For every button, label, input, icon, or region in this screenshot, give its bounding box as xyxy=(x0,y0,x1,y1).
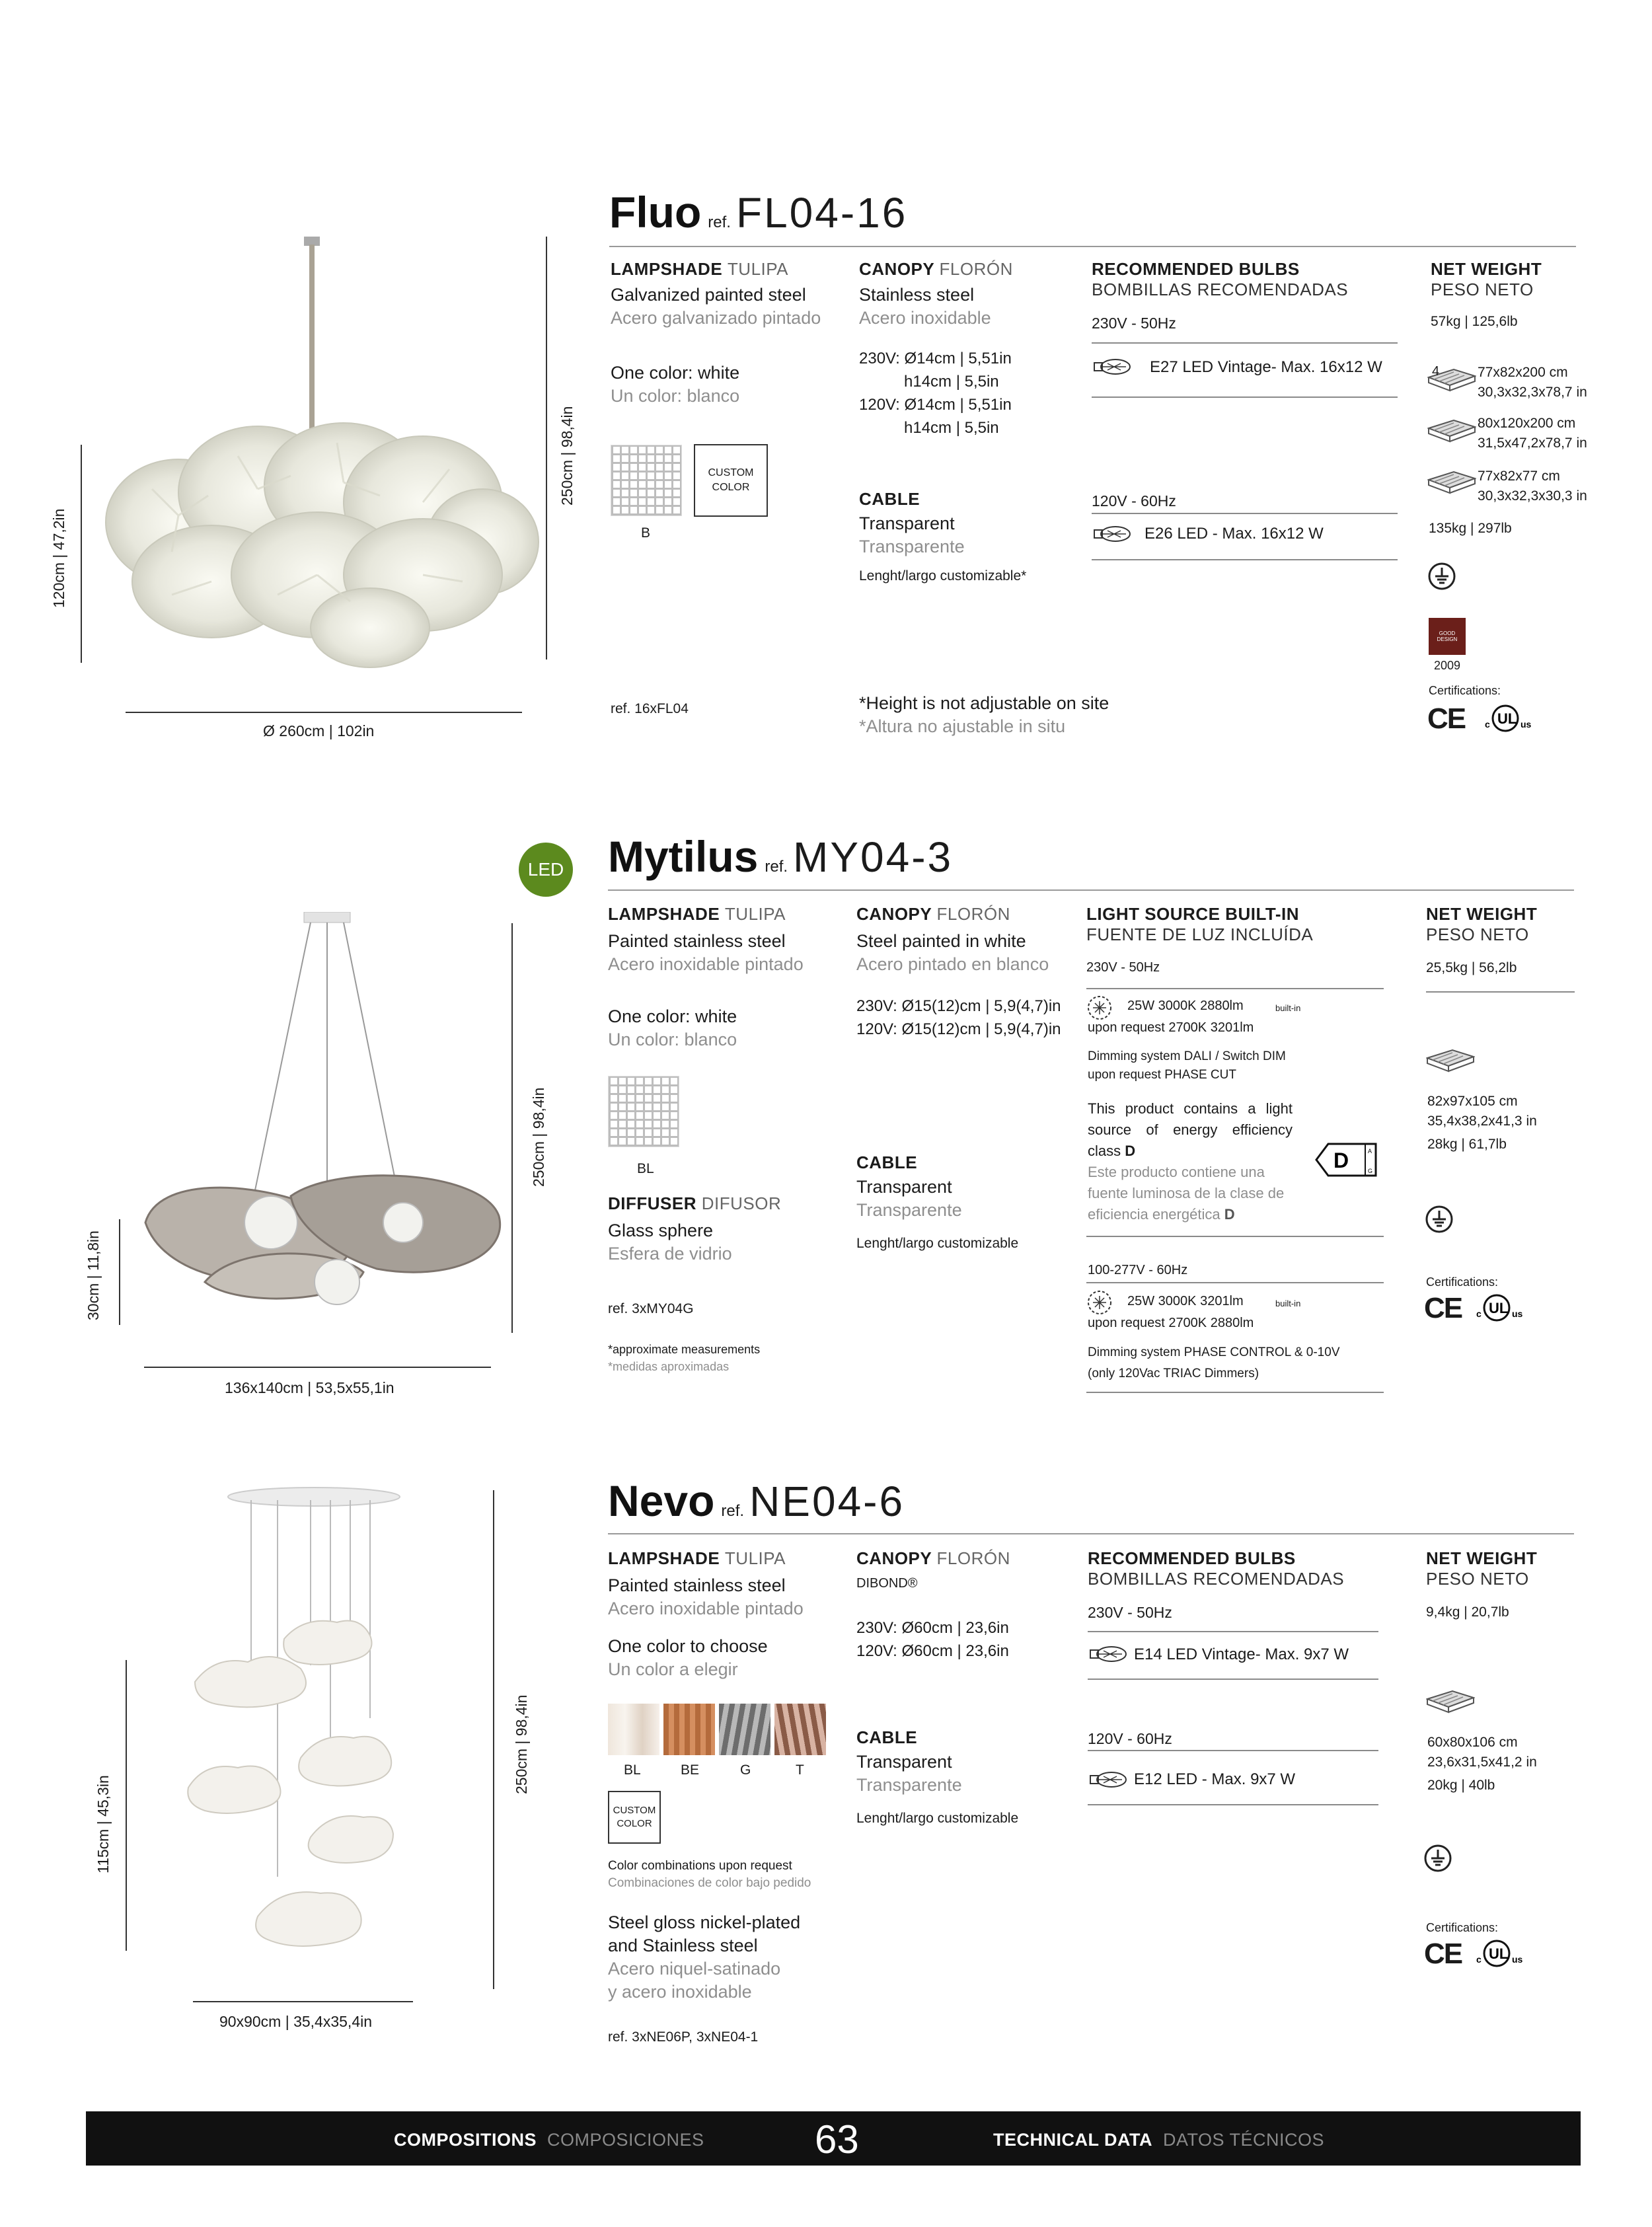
canopy-section xyxy=(856,1548,1010,1663)
dimming-230-request: upon request PHASE CUT xyxy=(1088,1068,1236,1082)
diffuser-section xyxy=(608,1193,781,1265)
net-weight: 57kg | 125,6lb xyxy=(1431,314,1518,329)
cable-value: Transparent xyxy=(859,513,955,533)
diameter-dimension-line xyxy=(126,712,522,713)
energy-label-icon xyxy=(1315,1141,1380,1178)
lampshade-section xyxy=(608,904,804,1051)
light-source-section xyxy=(1086,904,1313,975)
bulbs-voltage-230: 230V - 50Hz xyxy=(1088,1604,1172,1621)
height-dimension-line xyxy=(126,1660,127,1951)
lampshade-color-es: Un color a elegir xyxy=(608,1659,738,1679)
earth-icon xyxy=(1423,1844,1452,1873)
bulbs-rule xyxy=(1092,342,1398,344)
title-rule xyxy=(608,1533,1574,1534)
steel-line-es-1: Acero niquel-satinado xyxy=(608,1959,781,1979)
bulbs-section xyxy=(1092,259,1348,333)
cable-section xyxy=(856,1727,1018,1829)
total-height-dimension-line xyxy=(511,923,513,1333)
swatch-label: BL xyxy=(637,1161,654,1176)
title-rule xyxy=(609,246,1576,247)
bulbs-title: RECOMMENDED BULBS xyxy=(1092,259,1300,279)
bulbs-rule xyxy=(1092,396,1398,398)
lampshade-color: One color: white xyxy=(608,1006,737,1026)
steel-line-2: and Stainless steel xyxy=(608,1936,758,1955)
svg-text:c: c xyxy=(1476,1308,1482,1319)
energy-text xyxy=(1088,1098,1293,1162)
bulbs-rule xyxy=(1088,1804,1378,1805)
canopy-title: CANOPY xyxy=(856,904,932,924)
bulb-230: E14 LED Vintage- Max. 9x7 W xyxy=(1134,1645,1349,1663)
swatch-label-t: T xyxy=(796,1762,804,1778)
cable-value: Transparent xyxy=(856,1177,952,1197)
lampshade-title-es: TULIPA xyxy=(724,904,786,924)
dimming-120-note: (only 120Vac TRIAC Dimmers) xyxy=(1088,1367,1259,1380)
canopy-material-es: Acero pintado en blanco xyxy=(856,954,1049,974)
bulbs-title-es: BOMBILLAS RECOMENDADAS xyxy=(1092,280,1349,299)
weight-title-es: PESO NETO xyxy=(1426,1569,1529,1589)
svg-text:us: us xyxy=(1512,1308,1523,1319)
product-title xyxy=(608,1476,905,1526)
svg-text:us: us xyxy=(1521,719,1532,730)
ref-bottom: ref. 16xFL04 xyxy=(611,701,689,716)
diameter-dimension: Ø 260cm | 102in xyxy=(263,722,375,739)
bulb-icon xyxy=(1088,1770,1129,1790)
pallet-cm: 82x97x105 cm xyxy=(1427,1094,1518,1109)
light-title-es: FUENTE DE LUZ INCLUÍDA xyxy=(1086,925,1314,944)
steel-line-1: Steel gloss nickel-plated xyxy=(608,1912,801,1932)
bulb-120: E12 LED - Max. 9x7 W xyxy=(1134,1770,1296,1788)
ce-mark-icon: CE xyxy=(1424,1938,1462,1970)
combo-note: Color combinations upon request xyxy=(608,1859,792,1873)
cert-label: Certifications: xyxy=(1426,1275,1499,1289)
bulbs-title: RECOMMENDED BULBS xyxy=(1088,1548,1296,1568)
product-code: FL04-16 xyxy=(735,189,908,237)
custom-color-box: CUSTOM COLOR xyxy=(608,1791,661,1844)
weight-section xyxy=(1426,1548,1537,1622)
svg-text:UL: UL xyxy=(1497,710,1517,727)
ul-mark-icon xyxy=(1475,1939,1532,1969)
canopy-title: CANOPY xyxy=(859,259,934,279)
svg-text:UL: UL xyxy=(1489,1945,1509,1962)
lampshade-color: One color: white xyxy=(611,363,740,383)
bulbs-rule xyxy=(1088,1679,1378,1680)
pallet-in: 23,6x31,5x41,2 in xyxy=(1427,1755,1537,1770)
swatch-white xyxy=(611,445,682,516)
product-name: Mytilus xyxy=(608,832,759,881)
fluo-image xyxy=(79,231,555,681)
pallet-icon xyxy=(1426,1047,1475,1074)
canopy-size-120: 120V: Ø14cm | 5,51in xyxy=(859,396,1012,414)
svg-text:c: c xyxy=(1485,719,1490,730)
ref-bottom: ref. 3xMY04G xyxy=(608,1301,694,1316)
dimming-120: Dimming system PHASE CONTROL & 0-10V xyxy=(1088,1345,1340,1359)
led-bulb-icon xyxy=(1086,1289,1113,1316)
pallet-2-in: 31,5x47,2x78,7 in xyxy=(1478,435,1587,451)
diameter-dimension: 90x90cm | 35,4x35,4in xyxy=(219,2013,373,2030)
light-rule xyxy=(1086,988,1384,989)
canopy-size-230: 230V: Ø60cm | 23,6in xyxy=(856,1619,1009,1637)
diffuser-title-es: DIFUSOR xyxy=(701,1193,782,1213)
canopy-section xyxy=(859,259,1013,439)
lampshade-title-es: TULIPA xyxy=(727,259,789,279)
canopy-title-es: FLORÓN xyxy=(936,1548,1010,1568)
swatch-white xyxy=(608,1704,659,1755)
canopy-height-230: h14cm | 5,5in xyxy=(904,373,999,391)
lampshade-section xyxy=(608,1548,804,1681)
height-note-es: *Altura no ajustable in situ xyxy=(859,716,1066,736)
bulb-icon xyxy=(1092,357,1133,377)
canopy-material-es: Acero inoxidable xyxy=(859,308,991,328)
gross-weight: 28kg | 61,7lb xyxy=(1427,1137,1507,1152)
swatch-taupe xyxy=(774,1704,826,1755)
height-dimension: 120cm | 47,2in xyxy=(50,508,67,608)
ref-label: ref. xyxy=(721,1502,745,1520)
cable-value-es: Transparente xyxy=(859,537,965,556)
page-number: 63 xyxy=(815,2117,859,2162)
svg-text:A: A xyxy=(1368,1148,1372,1154)
footer-right-label-es: DATOS TÉCNICOS xyxy=(1163,2130,1325,2150)
bulbs-voltage-120: 120V - 60Hz xyxy=(1092,492,1176,510)
total-height-dimension: 250cm | 98,4in xyxy=(530,1087,547,1187)
diameter-dimension-line xyxy=(193,2001,413,2002)
gross-weight: 135kg | 297lb xyxy=(1429,521,1512,536)
product-code: MY04-3 xyxy=(793,833,954,881)
swatch-white xyxy=(608,1076,679,1147)
lampshade-color-es: Un color: blanco xyxy=(608,1030,737,1049)
cable-note: Lenght/largo customizable xyxy=(856,1811,1019,1826)
product-title xyxy=(609,187,907,237)
diameter-dimension: 136x140cm | 53,5x55,1in xyxy=(225,1379,394,1396)
award-text: GOOD DESIGN xyxy=(1437,630,1458,642)
bulbs-voltage-230: 230V - 50Hz xyxy=(1092,315,1176,332)
product-code: NE04-6 xyxy=(749,1478,905,1525)
good-design-award-icon xyxy=(1429,618,1466,655)
lampshade-material: Galvanized painted steel xyxy=(611,285,806,305)
product-name: Fluo xyxy=(609,188,702,237)
footer-bar xyxy=(86,2111,1581,2166)
cable-title: CABLE xyxy=(859,489,920,509)
energy-text-es: Este producto contiene una fuente luminosa de la clase de eficiencia energética xyxy=(1088,1164,1285,1223)
combo-note-es: Combinaciones de color bajo pedido xyxy=(608,1876,811,1890)
light-spec-230: 25W 3000K 2880lm xyxy=(1127,999,1244,1013)
pallet-icon xyxy=(1427,418,1476,444)
canopy-size-120: 120V: Ø15(12)cm | 5,9(4,7)in xyxy=(856,1020,1061,1038)
nevo-image xyxy=(178,1487,443,1956)
weight-title: NET WEIGHT xyxy=(1426,1548,1538,1568)
pallet-1-cm: 77x82x200 cm xyxy=(1478,365,1568,380)
light-voltage-230: 230V - 50Hz xyxy=(1086,960,1160,975)
cert-label: Certifications: xyxy=(1429,684,1501,697)
height-dimension: 115cm | 45,3in xyxy=(94,1775,112,1873)
ce-mark-icon: CE xyxy=(1427,702,1466,735)
canopy-title-es: FLORÓN xyxy=(939,259,1013,279)
diffuser-material: Glass sphere xyxy=(608,1221,714,1240)
footer-right-label: TECHNICAL DATA xyxy=(993,2130,1152,2150)
energy-text-es-block xyxy=(1088,1162,1293,1225)
lampshade-section xyxy=(611,259,821,408)
footer-left-label-es: COMPOSICIONES xyxy=(547,2130,704,2150)
pallet-icon xyxy=(1426,1688,1475,1715)
lampshade-title-es: TULIPA xyxy=(724,1548,786,1568)
height-dimension: 30cm | 11,8in xyxy=(85,1230,102,1320)
canopy-title: CANOPY xyxy=(856,1548,932,1568)
cable-value-es: Transparente xyxy=(856,1200,962,1220)
cable-note: Lenght/largo customizable xyxy=(856,1236,1019,1251)
weight-title-es: PESO NETO xyxy=(1431,280,1534,299)
steel-line-es-2: y acero inoxidable xyxy=(608,1982,752,2002)
svg-text:c: c xyxy=(1476,1954,1482,1965)
svg-text:G: G xyxy=(1368,1168,1373,1174)
cable-section xyxy=(859,489,1026,586)
light-request-230: upon request 2700K 3201lm xyxy=(1088,1020,1254,1035)
pallet-in: 35,4x38,2x41,3 in xyxy=(1427,1114,1537,1129)
ref-label: ref. xyxy=(708,213,731,231)
weight-title: NET WEIGHT xyxy=(1426,904,1538,924)
net-weight: 9,4kg | 20,7lb xyxy=(1426,1604,1509,1620)
diffuser-material-es: Esfera de vidrio xyxy=(608,1244,732,1264)
height-note: *Height is not adjustable on site xyxy=(859,693,1109,713)
bulbs-section xyxy=(1088,1548,1344,1622)
bulb-icon xyxy=(1088,1644,1129,1664)
lampshade-material-es: Acero galvanizado pintado xyxy=(611,308,821,328)
lampshade-material: Painted stainless steel xyxy=(608,1575,786,1595)
led-bulb-icon xyxy=(1086,995,1113,1021)
weight-section xyxy=(1426,904,1537,978)
weight-section xyxy=(1431,259,1542,332)
canopy-size-120: 120V: Ø60cm | 23,6in xyxy=(856,1642,1009,1660)
bulb-230: E27 LED Vintage- Max. 16x12 W xyxy=(1150,358,1382,376)
light-rule xyxy=(1086,1392,1384,1393)
pallet-2-cm: 80x120x200 cm xyxy=(1478,416,1576,431)
lampshade-title: LAMPSHADE xyxy=(611,259,723,279)
pallet-cm: 60x80x106 cm xyxy=(1427,1735,1518,1750)
net-weight: 25,5kg | 56,2lb xyxy=(1426,960,1517,975)
footer-left xyxy=(394,2130,704,2150)
product-name: Nevo xyxy=(608,1476,715,1525)
lampshade-material-es: Acero inoxidable pintado xyxy=(608,954,804,974)
approx-note-es: *medidas aproximadas xyxy=(608,1360,730,1373)
energy-class-es: D xyxy=(1224,1206,1235,1223)
title-rule xyxy=(608,889,1574,891)
swatch-label-g: G xyxy=(740,1762,751,1778)
bulbs-voltage-120: 120V - 60Hz xyxy=(1088,1730,1172,1747)
light-voltage-120: 100-277V - 60Hz xyxy=(1088,1263,1188,1277)
total-height-dimension: 250cm | 98,4in xyxy=(513,1694,530,1794)
built-in-label: built-in xyxy=(1275,1003,1301,1013)
ul-mark-icon xyxy=(1483,704,1540,734)
bulbs-rule xyxy=(1092,559,1398,560)
canopy-section xyxy=(856,904,1061,1041)
lampshade-title: LAMPSHADE xyxy=(608,1548,720,1568)
canopy-size-230: 230V: Ø15(12)cm | 5,9(4,7)in xyxy=(856,997,1061,1015)
bulb-icon xyxy=(1092,524,1133,544)
total-height-dimension-line xyxy=(493,1490,494,1989)
lampshade-material-es: Acero inoxidable pintado xyxy=(608,1599,804,1618)
footer-left-label: COMPOSITIONS xyxy=(394,2130,537,2150)
ce-mark-icon: CE xyxy=(1424,1292,1462,1324)
pallet-3-in: 30,3x32,3x30,3 in xyxy=(1478,488,1587,504)
earth-icon xyxy=(1427,562,1456,591)
pallet-1-in: 30,3x32,3x78,7 in xyxy=(1478,385,1587,400)
light-title: LIGHT SOURCE BUILT-IN xyxy=(1086,904,1300,924)
swatch-label-bl: BL xyxy=(624,1762,641,1778)
bulbs-rule xyxy=(1092,513,1398,514)
cable-value: Transparent xyxy=(856,1752,952,1772)
canopy-height-120: h14cm | 5,5in xyxy=(904,419,999,437)
award-year: 2009 xyxy=(1434,659,1461,672)
lampshade-title: LAMPSHADE xyxy=(608,904,720,924)
bulb-120: E26 LED - Max. 16x12 W xyxy=(1145,525,1324,543)
dimming-230: Dimming system DALI / Switch DIM xyxy=(1088,1049,1286,1063)
cable-title: CABLE xyxy=(856,1152,918,1172)
cable-section xyxy=(856,1152,1018,1254)
ul-mark-icon xyxy=(1475,1293,1532,1324)
ref-bottom: ref. 3xNE06P, 3xNE04-1 xyxy=(608,2029,759,2045)
canopy-material: Stainless steel xyxy=(859,285,975,305)
svg-text:UL: UL xyxy=(1489,1300,1509,1316)
earth-icon xyxy=(1425,1205,1454,1234)
custom-color-box: CUSTOM COLOR xyxy=(694,444,768,517)
energy-label-class: D xyxy=(1333,1149,1349,1172)
light-rule xyxy=(1086,1236,1384,1237)
gross-weight: 20kg | 40lb xyxy=(1427,1778,1495,1793)
product-title xyxy=(608,831,953,882)
note-section xyxy=(859,692,1109,738)
weight-title-es: PESO NETO xyxy=(1426,925,1529,944)
cable-note: Lenght/largo customizable* xyxy=(859,568,1027,584)
swatch-grey xyxy=(719,1704,770,1755)
diffuser-title: DIFFUSER xyxy=(608,1193,696,1213)
steel-section xyxy=(608,1911,800,2004)
weight-rule xyxy=(1426,991,1575,993)
lampshade-material: Painted stainless steel xyxy=(608,931,786,951)
diameter-dimension-line xyxy=(144,1367,491,1368)
led-badge: LED xyxy=(519,843,573,897)
canopy-material: Steel painted in white xyxy=(856,931,1026,951)
mytilus-image xyxy=(139,912,509,1308)
height-dimension-line xyxy=(81,445,82,663)
light-spec-120: 25W 3000K 3201lm xyxy=(1127,1294,1244,1308)
energy-class: D xyxy=(1125,1143,1136,1159)
swatch-beige xyxy=(663,1704,715,1755)
canopy-size-230: 230V: Ø14cm | 5,51in xyxy=(859,350,1012,367)
height-dimension-line xyxy=(119,1219,120,1325)
total-height-dimension: 250cm | 98,4in xyxy=(558,406,576,506)
lampshade-color: One color to choose xyxy=(608,1636,768,1656)
swatch-label-be: BE xyxy=(681,1762,700,1778)
footer-right xyxy=(993,2130,1324,2150)
cable-title: CABLE xyxy=(856,1727,918,1747)
weight-title: NET WEIGHT xyxy=(1431,259,1542,279)
svg-text:us: us xyxy=(1512,1954,1523,1965)
bulbs-rule xyxy=(1088,1750,1378,1751)
bulbs-title-es: BOMBILLAS RECOMENDADAS xyxy=(1088,1569,1345,1589)
pallet-count: 4 xyxy=(1432,364,1440,379)
total-height-dimension-line xyxy=(546,237,547,660)
cable-value-es: Transparente xyxy=(856,1775,962,1795)
canopy-title-es: FLORÓN xyxy=(936,904,1010,924)
cert-label: Certifications: xyxy=(1426,1921,1499,1934)
built-in-label: built-in xyxy=(1275,1299,1301,1308)
pallet-icon xyxy=(1427,469,1476,496)
light-rule xyxy=(1086,1282,1384,1283)
light-request-120: upon request 2700K 2880lm xyxy=(1088,1316,1254,1330)
ref-label: ref. xyxy=(765,858,788,876)
bulbs-rule xyxy=(1088,1631,1378,1632)
canopy-material: DIBOND® xyxy=(856,1576,918,1591)
lampshade-color-es: Un color: blanco xyxy=(611,386,740,406)
energy-text-en: This product contains a light source of energy efficiency class xyxy=(1088,1100,1293,1159)
swatch-label: B xyxy=(641,525,651,541)
pallet-3-cm: 77x82x77 cm xyxy=(1478,469,1560,484)
approx-note: *approximate measurements xyxy=(608,1343,761,1356)
